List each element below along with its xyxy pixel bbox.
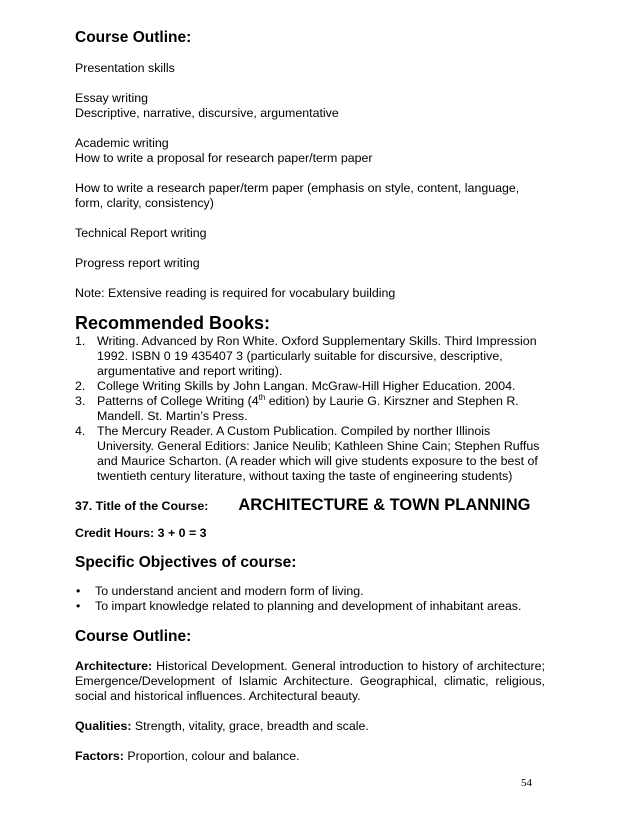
document-page (75, 28, 545, 764)
course-title-line (75, 498, 545, 514)
outline-item-presentation: Presentation skills (75, 61, 175, 75)
factors-label: Factors: (75, 749, 124, 763)
objectives-list (75, 584, 545, 614)
factors-paragraph (75, 749, 545, 764)
book-item (75, 424, 545, 484)
book-number: 4. (75, 424, 86, 438)
outline-item-essay: Essay writing (75, 91, 148, 105)
recommended-books-heading: Recommended Books: (75, 313, 271, 333)
book-number: 1. (75, 334, 86, 348)
book-text-before: Patterns of College Writing (4 (97, 394, 259, 408)
book-number: 3. (75, 394, 86, 408)
qualities-label: Qualities: (75, 719, 132, 733)
books-list (75, 334, 545, 484)
book-number: 2. (75, 379, 86, 393)
course-outline-heading: Course Outline: (75, 29, 192, 46)
outline-item-progress: Progress report writing (75, 256, 200, 270)
objective-text: To impart knowledge related to planning and development of inhabitant areas. (95, 599, 522, 613)
book-text: Writing. Advanced by Ron White. Oxford Supplementary Skills. Third Impression 1992. ISBN 0 19 435407 3 (particularly suitable for discursive, descriptive, argumentative and report writing). (97, 334, 537, 378)
book-text-after: edition) by Laurie G. Kirszner and Stephen R. Mandell. St. Martin’s Press. (97, 394, 519, 423)
book-item (75, 379, 545, 394)
bullet-icon: • (76, 584, 81, 598)
outline-item-essay-detail: Descriptive, narrative, discursive, argumentative (75, 106, 339, 120)
credit-hours: Credit Hours: 3 + 0 = 3 (75, 526, 207, 540)
book-text: The Mercury Reader. A Custom Publication. Compiled by norther Illinois University. General Editiors: Janice Neulib; Kathleen Shine Cain; Stephen Ruffus and Maurice Scharton. (A reader which will give students exposure to the best of twentieth century literature, without taxing the taste of engineering students) (97, 424, 540, 483)
factors-text: Proportion, colour and balance. (123, 749, 300, 763)
architecture-label: Architecture: (75, 659, 153, 673)
book-item (75, 394, 545, 424)
course-title: ARCHITECTURE & TOWN PLANNING (238, 496, 531, 514)
book-text: College Writing Skills by John Langan. McGraw-Hill Higher Education. 2004. (97, 379, 516, 393)
objective-item (75, 599, 545, 614)
qualities-paragraph (75, 719, 545, 734)
architecture-text: Historical Development. General introduction to history of architecture; Emergence/Development of Islamic Architecture. Geographical, climatic, religious, social and historical influences. Architectural beauty. (75, 659, 545, 703)
book-edition-sup: th (258, 392, 266, 402)
page-number: 54 (521, 777, 532, 789)
outline-item-academic: Academic writing (75, 136, 169, 150)
objective-item (75, 584, 545, 599)
qualities-text: Strength, vitality, grace, breadth and scale. (131, 719, 369, 733)
architecture-paragraph (75, 659, 545, 704)
objectives-heading: Specific Objectives of course: (75, 554, 297, 571)
book-item (75, 334, 545, 379)
outline-item-technical: Technical Report writing (75, 226, 207, 240)
outline-note: Note: Extensive reading is required for vocabulary building (75, 286, 396, 300)
course-title-label: 37. Title of the Course: (75, 499, 209, 513)
outline-item-research: How to write a research paper/term paper (emphasis on style, content, language, form, clarity, consistency) (75, 181, 520, 210)
outline-item-academic-detail: How to write a proposal for research paper/term paper (75, 151, 373, 165)
objective-text: To understand ancient and modern form of living. (95, 584, 364, 598)
bullet-icon: • (76, 599, 81, 613)
course-outline-2-heading: Course Outline: (75, 628, 192, 645)
